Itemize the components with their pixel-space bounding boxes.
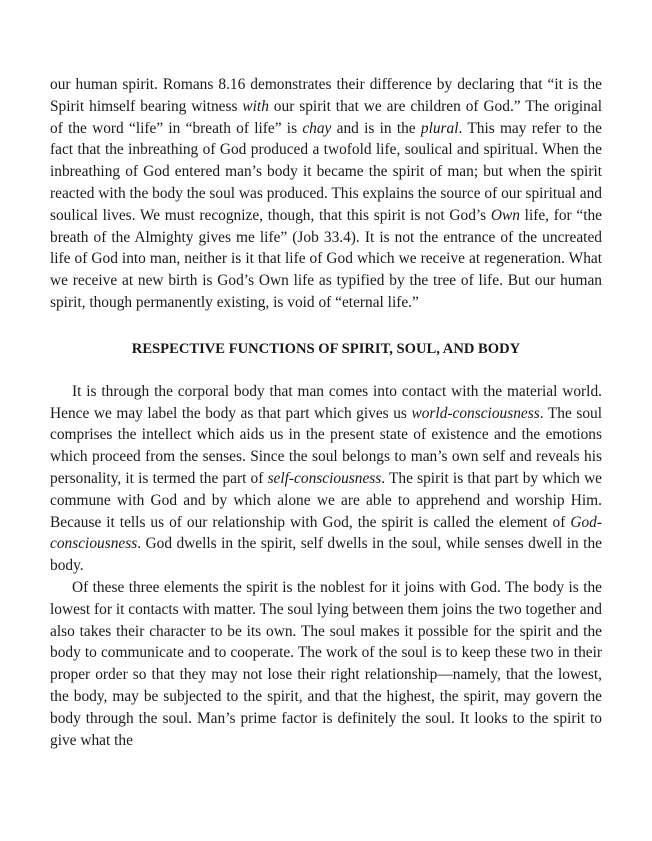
section-heading: RESPECTIVE FUNCTIONS OF SPIRIT, SOUL, AND BODY	[131, 340, 521, 357]
italic-text-run: self-consciousness	[267, 469, 382, 487]
paragraph-2	[50, 381, 602, 577]
text-run: and is in the	[331, 119, 421, 137]
document-page	[50, 74, 602, 751]
italic-text-run: world-consciousness	[411, 404, 540, 422]
text-run: Of these three elements the spirit is the noblest for it joins with God. The body is the lowest for it contacts with matter. The soul lying between them joins the two together and also takes their character to be its own. The soul makes it possible for the spirit and the body to communicate and to cooperate. The work of the soul is to keep these two in their proper order so that they may not lose their right relationship—namely, that the lowest, the body, may be subjected to the spirit, and that the highest, the spirit, may govern the body through the soul. Man’s prime factor is definitely the soul. It looks to the spirit to give what the	[50, 578, 602, 749]
italic-text-run: with	[242, 97, 269, 115]
text-run: . God dwells in the spirit, self dwells in the soul, while senses dwell in the body.	[50, 535, 602, 575]
paragraph-3	[50, 577, 602, 751]
text-run: life, for “the breath of the Almighty gives me life” (Job 33.4). It is not the entrance of the uncreated life of God into man, neither is it that life of God which we receive at regeneration. What we receive at new birth is God’s Own life as typified by the tree of life. But our human spirit, though permanently existing, is void of “eternal life.”	[50, 206, 603, 311]
text-run: . This may refer to the fact that the inbreathing of God produced a twofold life, soulical and spiritual. When the inbreathing of God entered man’s body it became the spirit of man; but when the spirit reacted with the body the soul was produced. This explains the source of our spiritual and soulical lives. We must recognize, though, that this spirit is not God’s	[50, 119, 603, 224]
italic-text-run: Own	[490, 206, 520, 224]
text-run: It is through the corporal body that man comes into contact with the material world. Hence we may label the body as that part which gives us	[50, 382, 602, 422]
italic-text-run: chay	[302, 119, 332, 137]
text-run: . The soul comprises the intellect which aids us in the present state of existence and the emotions which proceed from the senses. Since the soul belongs to man’s own self and reveals his personality, it is termed the part of	[50, 404, 602, 487]
text-run: our human spirit. Romans 8.16 demonstrates their difference by declaring that “it is the Spirit himself bearing witness	[50, 76, 602, 115]
italic-text-run: God-consciousness	[50, 513, 602, 553]
paragraph-1	[50, 74, 602, 314]
text-run: . The spirit is that part by which we commune with God and by which alone we are able to apprehend and worship Him. Because it tells us of our relationship with God, the spirit is called the element of	[50, 469, 603, 531]
italic-text-run: plural	[420, 119, 459, 137]
text-run: our spirit that we are children of God.” The original of the word “life” in “breath of life” is	[50, 97, 602, 137]
